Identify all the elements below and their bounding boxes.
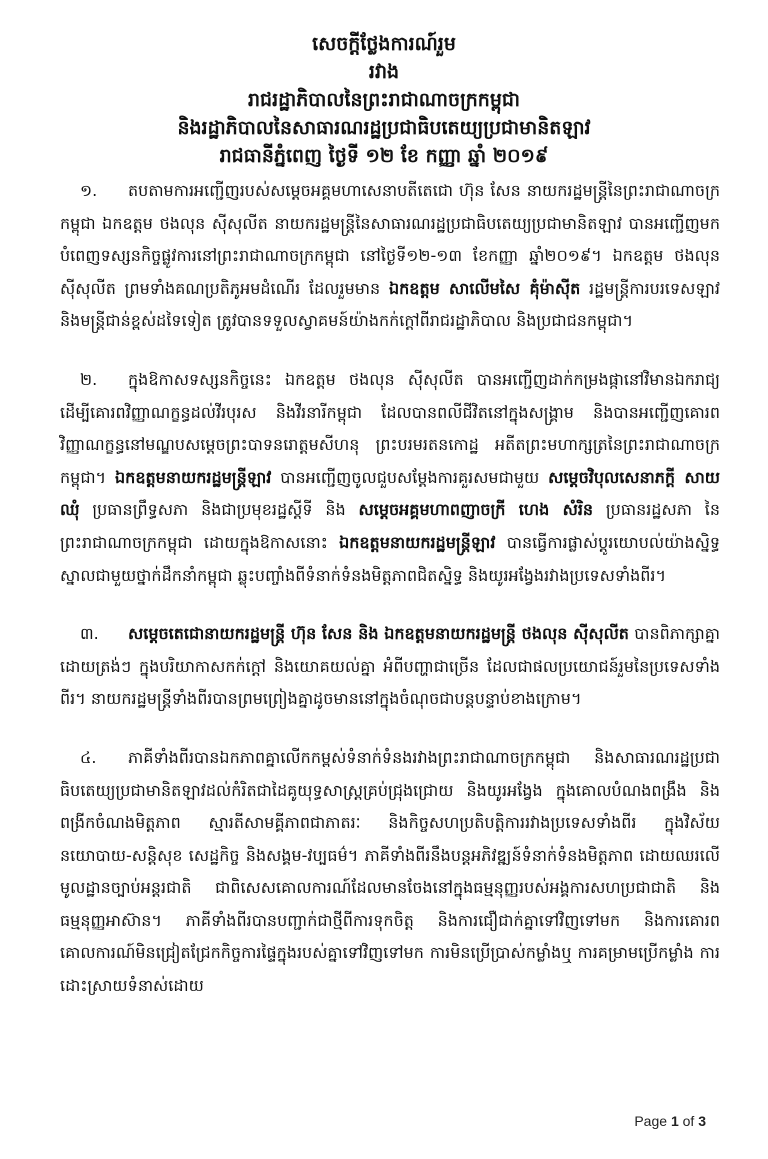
footer-middle: of [678, 1113, 699, 1129]
text-segment: ភាគីទាំងពីរបានឯកភាពគ្នាលើកកម្ពស់ទំនាក់ទំនងរវាងព្រះរាជាណាចក្រកម្ពុជា និងសាធារណរដ្ឋប្រជាធិបតេយ្យប្រជាមានិតឡាវដល់កំរិតជាដៃគូយុទ្ធសាស្ត្រគ្រប់ជ្រុងជ្រោយ និងយូរអង្វែង ក្នុងគោលបំណងពង្រឹង និងពង្រីកចំណងមិត្តភាព ស្មារតីសាមគ្គីភាពជាភាតរៈ និងកិច្ចសហប្រតិបត្តិការរវាងប្រទេសទាំងពីរ ក្នុងវិស័យនយោបាយ-សន្តិសុខ សេដ្ឋកិច្ច និងសង្គម-វប្បធម៌។ ភាគីទាំងពីរនឹងបន្តអភិវឌ្ឍន៍ទំនាក់ទំនងមិត្តភាព ដោយឈរលើមូលដ្ឋានច្បាប់អន្តរជាតិ ជាពិសេសគោលការណ៍ដែលមានចែងនៅក្នុងធម្មនុញ្ញរបស់អង្គការសហប្រជាជាតិ និងធម្មនុញ្ញអាស៊ាន។ ភាគីទាំងពីរបានបញ្ជាក់ជាថ្មីពីការទុកចិត្ត និងការជឿជាក់គ្នាទៅវិញទៅមក និងការគោរពគោលការណ៍មិនជ្រៀតជ្រែកកិច្ចការផ្ទៃក្នុងរបស់គ្នាទៅវិញទៅមក ការមិនប្រើប្រាស់កម្លាំងឬ ការគម្រាមប្រើកម្លាំង ការដោះស្រាយទំនាស់ដោយ [60, 747, 720, 996]
paragraph-4 [60, 742, 720, 1003]
footer-current-page: 1 [670, 1113, 679, 1129]
footer-prefix: Page [634, 1113, 671, 1129]
bold-text-segment: សម្តេចអគ្គមហាពញាចក្រី ហេង សំរិន [358, 500, 594, 520]
paragraph-number: ៣. [80, 624, 99, 644]
text-segment: បានអញ្ជើញចូលជួបសម្តែងការគួរសមជាមួយ [271, 467, 549, 487]
paragraph-2 [60, 364, 720, 592]
paragraph-number: ១. [80, 181, 98, 200]
paragraph-number: ៤. [80, 747, 97, 767]
text-segment: តបតាមការអញ្ជើញរបស់សម្តេចអគ្គមហាសេនាបតីតេជោ ហ៊ុន សែន នាយករដ្ឋមន្ត្រីនៃព្រះរាជាណាចក្រកម្ពុជា ឯកឧត្តម ថងលុន ស៊ីសុលីត នាយករដ្ឋមន្ត្រីនៃសាធារណរដ្ឋប្រជាធិបតេយ្យប្រជាមានិតឡាវ បានអញ្ជើញមកបំពេញទស្សនកិច្ចផ្លូវការនៅព្រះរាជាណាចក្រកម្ពុជា នៅថ្ងៃទី១២-១៣ ខែកញ្ញា ឆ្នាំ២០១៩។ ឯកឧត្តម ថងលុន ស៊ីសុលីត ព្រមទាំងគណប្រតិភូអមដំណើរ ដែលរួមមាន [60, 181, 720, 298]
bold-text-segment: ឯកឧត្តម សាលើមសៃ គុំម៉ាស៊ីត [388, 278, 581, 298]
paragraph-number: ២. [80, 369, 98, 389]
text-segment: បានពិភាក្សាគ្នាដោយត្រង់ៗ ក្នុងបរិយាកាសកក់ក្តៅ និងយោគយល់គ្នា អំពីបញ្ហាជាច្រើន ដែលជាផលប្រយោជន៍រួមនៃប្រទេសទាំងពីរ។ នាយករដ្ឋមន្ត្រីទាំងពីរបានព្រមព្រៀងគ្នាដូចមាននៅក្នុងចំណុចជាបន្តបន្ទាប់ខាងក្រោម។ [60, 624, 720, 709]
bold-text-segment: ឯកឧត្តមនាយករដ្ឋមន្ត្រីឡាវ [115, 467, 272, 487]
title-line-5: រាជធានីភ្នំពេញ ថ្ងៃទី ១២ ខែ កញ្ញា ឆ្នាំ ២០១៩ [219, 145, 549, 167]
text-segment: ប្រធានរដ្ឋសភា នៃព្រះរាជាណាចក្រកម្ពុជា ដោយក្នុងឱកាសនោះ [60, 500, 721, 552]
text-segment: បានធ្វើការផ្លាស់ប្តូរយោបល់យ៉ាងស្និទ្ធស្នាលជាមួយថ្នាក់ដឹកនាំកម្ពុជា ឆ្លុះបញ្ចាំងពីទំនាក់ទំនងមិត្តភាពជិតស្និទ្ធ និងយូរអង្វែងរវាងប្រទេសទាំងពីរ។ [60, 532, 720, 585]
text-segment: រដ្ឋមន្ត្រីការបរទេសឡាវ និងមន្ត្រីជាន់ខ្ពស់ដទៃទៀត ត្រូវបានទទួលស្វាគមន៍យ៉ាងកក់ក្តៅពីរាជរដ្ឋាភិបាល និងប្រជាជនកម្ពុជា។ [60, 278, 720, 331]
bold-text-segment: សម្តេចតេជោនាយករដ្ឋមន្ត្រី ហ៊ុន សែន និង ឯកឧត្តមនាយករដ្ឋមន្ត្រី ថងលុន ស៊ីសុលីត [128, 624, 629, 644]
page-footer [634, 1113, 706, 1129]
footer-total-pages: 3 [698, 1113, 706, 1129]
title-line-3: រាជរដ្ឋាភិបាលនៃព្រះរាជាណាចក្រកម្ពុជា [247, 89, 520, 111]
document-body [60, 175, 720, 1029]
paragraph-1 [60, 175, 720, 338]
text-segment: ក្នុងឱកាសទស្សនកិច្ចនេះ ឯកឧត្តម ថងលុន ស៊ីសុលីត បានអញ្ជើញដាក់កម្រងផ្កានៅវិមានឯករាជ្យ ដើម្បីគោរពវិញ្ញាណក្ខន្ធដល់វីរបុរស និងវីរនារីកម្ពុជា ដែលបានពលីជីវិតនៅក្នុងសង្គ្រាម និងបានអញ្ជើញគោរពវិញ្ញាណក្ខន្ធនៅមណ្ឌបសម្តេចព្រះបាទនរោត្តមសីហនុ ព្រះបរមរតនកោដ្ឋ អតីតព្រះមហាក្សត្រនៃព្រះរាជាណាចក្រកម្ពុជា។ [60, 369, 720, 487]
text-segment: ប្រធានព្រឹទ្ធសភា និងជាប្រមុខរដ្ឋស្តីទី និង [79, 500, 359, 520]
bold-text-segment: ឯកឧត្តមនាយករដ្ឋមន្ត្រីឡាវ [339, 532, 496, 552]
bold-text-segment: សម្តេចវិបុលសេនាភក្តី សាយ ឈុំ [60, 467, 720, 520]
title-line-2: រវាង [368, 61, 400, 83]
paragraph-3 [60, 618, 720, 716]
title-block [0, 30, 768, 170]
title-line-1: សេចក្តីថ្លែងការណ៍រួម [312, 33, 456, 55]
title-line-4: និងរដ្ឋាភិបាលនៃសាធារណរដ្ឋប្រជាធិបតេយ្យប្រជាមានិតឡាវ [177, 117, 591, 139]
